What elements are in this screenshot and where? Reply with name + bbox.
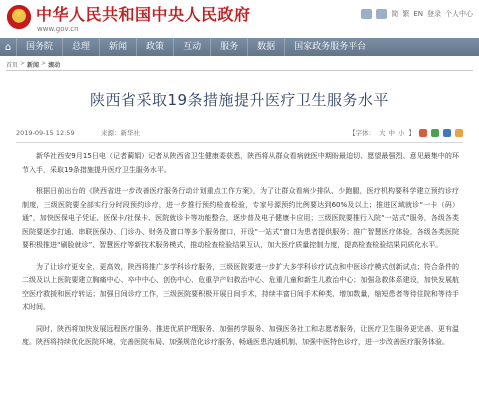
- breadcrumb-separator: >: [41, 60, 47, 67]
- breadcrumb: [6, 60, 60, 69]
- article-tools: [349, 127, 463, 139]
- home-icon[interactable]: ⌂: [4, 41, 12, 53]
- meta-divider: [16, 142, 463, 143]
- top-link-profile[interactable]: 个人中心: [445, 10, 473, 18]
- top-link-simplified[interactable]: 简: [391, 10, 399, 18]
- wechat-icon[interactable]: [376, 9, 387, 19]
- top-link-english[interactable]: EN: [413, 10, 423, 18]
- font-size-close: 】: [408, 129, 415, 137]
- article-date: 2019-09-15 12:59: [16, 129, 75, 137]
- breadcrumb-news[interactable]: 新闻: [27, 62, 40, 69]
- nav-item-news[interactable]: 新闻: [99, 38, 136, 56]
- font-size-large[interactable]: 大: [379, 129, 386, 137]
- nav-item-service[interactable]: 服务: [210, 38, 247, 56]
- share-qzone-icon[interactable]: [443, 129, 451, 137]
- breadcrumb-separator: >: [20, 60, 26, 67]
- font-size-label: 【字体：: [349, 129, 375, 137]
- breadcrumb-divider: [6, 70, 473, 71]
- font-size-medium[interactable]: 中: [388, 129, 395, 137]
- main-nav: [0, 38, 479, 56]
- breadcrumb-home[interactable]: 首页: [6, 62, 19, 69]
- article-body: [22, 150, 459, 358]
- share-more-icon[interactable]: [455, 129, 463, 137]
- top-links: [361, 9, 473, 19]
- top-link-traditional[interactable]: 繁: [402, 10, 410, 18]
- site-url: www.gov.cn: [37, 25, 79, 33]
- national-emblem-icon: [7, 5, 31, 29]
- nav-item-policy[interactable]: 政策: [136, 38, 173, 56]
- top-link-login[interactable]: 登录: [427, 10, 441, 18]
- weibo-icon[interactable]: [361, 9, 372, 19]
- article-paragraph: 同时，陕西将加快发展远程医疗服务、推进优质护理服务、加强药学服务、加强医务社工和志愿者服务，让医疗卫生服务更完善、更有温度。陕西将持续优化医院环境、完善医院布局、加强规范化诊疗服务、畅通医患沟通机制、加强中医特色诊疗，进一步改善医疗服务体验。: [22, 324, 459, 346]
- font-size-small[interactable]: 小: [398, 129, 405, 137]
- site-title[interactable]: 中华人民共和国中央人民政府: [36, 5, 251, 24]
- article-title: 陕西省采取19条措施提升医疗卫生服务水平: [89, 91, 390, 109]
- font-size-options: [379, 127, 405, 139]
- nav-item-interaction[interactable]: 互动: [173, 38, 210, 56]
- nav-item-state-council[interactable]: 国务院: [16, 38, 62, 56]
- article-source: 来源：新华社: [101, 129, 140, 137]
- nav-item-gov-service-platform[interactable]: 国家政务服务平台: [284, 38, 372, 56]
- share-wechat-icon[interactable]: [431, 129, 439, 137]
- article-meta: [16, 127, 463, 139]
- article-paragraph: 根据日前出台的《陕西省进一步改善医疗服务行动计划重点工作方案》，为了让群众看病少排队、少跑腿，医疗机构要科学建立预约诊疗制度，三级医院要全部实行分时段预约诊疗，进一步推行预约检查检验，专家号源预约比例要达到60%及以上；推进区域就诊“一卡（码）通”，加快医保电子凭证、医保卡/社保卡、医院就诊卡等功能整合，逐步普及电子健康卡应用；三级医院要推行入院“一站式”服务，各级各类医院要逐步打通、串联医保办、门诊办、财务及窗口等多个服务窗口，开设“一站式”窗口为患者提供服务；推广智慧医疗体验，各级各类医院要积极推进“刷脸就诊”、智慧医疗等新技术服务模式，推动检查检验结果互认，加大医疗质量控制力度，提高检查检验结果同质化水平。: [22, 187, 459, 249]
- nav-item-premier[interactable]: 总理: [62, 38, 99, 56]
- share-weibo-icon[interactable]: [419, 129, 427, 137]
- article-paragraph: 为了让诊疗更安全、更高效，陕西将推广多学科诊疗服务，三级医院要进一步扩大多学科诊疗试点和中医诊疗模式创新试点；符合条件的二级及以上医院要建立胸痛中心、卒中中心、创伤中心、危重孕产妇救治中心、危重儿童和新生儿救治中心；加强急救体系建设，加快发展航空医疗救援和医疗转运；加强日间诊疗工作，三级医院要积极开展日间手术，持续丰富日间手术种类、增加数量，缩短患者等待住院和等待手术时间。: [22, 262, 459, 311]
- site-header: [0, 0, 479, 36]
- article-paragraph: 新华社西安9月15日电（记者蔺娟）记者从陕西省卫生健康委获悉，陕西将从群众看病就医中期盼最迫切、愿望最强烈、意见最集中的环节入手，采取19条措施提升医疗卫生服务水平。: [22, 152, 459, 174]
- nav-item-data[interactable]: 数据: [247, 38, 284, 56]
- breadcrumb-rolling[interactable]: 滚动: [48, 62, 61, 69]
